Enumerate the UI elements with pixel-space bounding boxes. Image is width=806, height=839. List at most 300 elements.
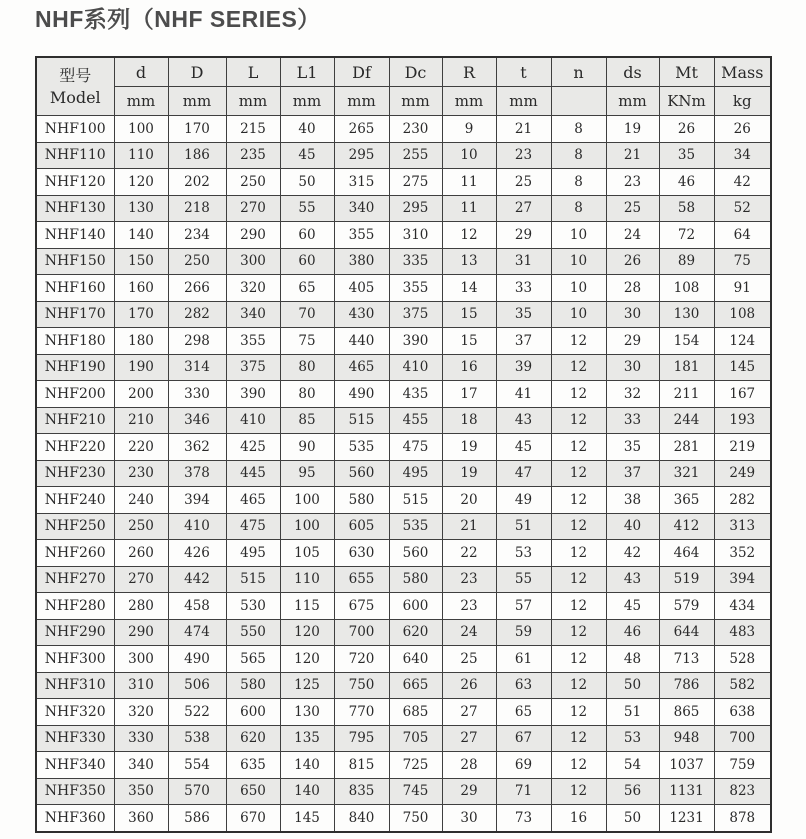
value-cell: 582 (714, 672, 771, 699)
model-cell: NHF270 (36, 566, 114, 593)
model-cell: NHF100 (36, 116, 114, 143)
column-header-mt: Mt (659, 57, 714, 87)
value-cell: 69 (496, 752, 551, 779)
model-cell: NHF180 (36, 328, 114, 355)
value-cell: 16 (442, 354, 496, 381)
value-cell: 100 (280, 513, 334, 540)
value-cell: 49 (496, 487, 551, 514)
value-cell: 282 (714, 487, 771, 514)
value-cell: 16 (551, 805, 606, 832)
value-cell: 483 (714, 619, 771, 646)
value-cell: 230 (114, 460, 168, 487)
value-cell: 59 (496, 619, 551, 646)
table-row (36, 725, 771, 752)
value-cell: 91 (714, 275, 771, 302)
value-cell: 23 (496, 142, 551, 169)
value-cell: 33 (606, 407, 659, 434)
value-cell: 255 (389, 142, 442, 169)
value-cell: 35 (659, 142, 714, 169)
value-cell: 535 (334, 434, 389, 461)
value-cell: 12 (551, 513, 606, 540)
value-cell: 12 (551, 752, 606, 779)
value-cell: 295 (389, 195, 442, 222)
value-cell: 10 (551, 222, 606, 249)
value-cell: 865 (659, 699, 714, 726)
unit-cell-d: mm (168, 87, 226, 116)
value-cell: 25 (606, 195, 659, 222)
value-cell: 34 (714, 142, 771, 169)
value-cell: 300 (226, 248, 280, 275)
value-cell: 355 (334, 222, 389, 249)
model-cell: NHF280 (36, 593, 114, 620)
model-cell: NHF140 (36, 222, 114, 249)
table-row (36, 672, 771, 699)
value-cell: 250 (114, 513, 168, 540)
value-cell: 515 (226, 566, 280, 593)
value-cell: 475 (226, 513, 280, 540)
value-cell: 220 (114, 434, 168, 461)
value-cell: 28 (442, 752, 496, 779)
value-cell: 12 (551, 487, 606, 514)
value-cell: 29 (442, 778, 496, 805)
value-cell: 12 (551, 434, 606, 461)
model-cell: NHF290 (36, 619, 114, 646)
table-row (36, 460, 771, 487)
value-cell: 15 (442, 301, 496, 328)
value-cell: 110 (280, 566, 334, 593)
value-cell: 12 (551, 646, 606, 673)
value-cell: 685 (389, 699, 442, 726)
value-cell: 73 (496, 805, 551, 832)
model-header-cell (36, 57, 114, 116)
value-cell: 11 (442, 169, 496, 196)
table-row (36, 142, 771, 169)
value-cell: 30 (606, 354, 659, 381)
value-cell: 522 (168, 699, 226, 726)
table-row (36, 540, 771, 567)
value-cell: 554 (168, 752, 226, 779)
value-cell: 394 (714, 566, 771, 593)
value-cell: 43 (606, 566, 659, 593)
value-cell: 360 (114, 805, 168, 832)
value-cell: 390 (226, 381, 280, 408)
value-cell: 186 (168, 142, 226, 169)
value-cell: 759 (714, 752, 771, 779)
value-cell: 210 (114, 407, 168, 434)
value-cell: 70 (280, 301, 334, 328)
value-cell: 130 (659, 301, 714, 328)
value-cell: 23 (606, 169, 659, 196)
value-cell: 823 (714, 778, 771, 805)
column-header-ds: ds (606, 57, 659, 87)
table-row (36, 328, 771, 355)
value-cell: 24 (606, 222, 659, 249)
value-cell: 313 (714, 513, 771, 540)
value-cell: 180 (114, 328, 168, 355)
value-cell: 321 (659, 460, 714, 487)
unit-cell-mass: kg (714, 87, 771, 116)
value-cell: 8 (551, 195, 606, 222)
value-cell: 314 (168, 354, 226, 381)
value-cell: 745 (389, 778, 442, 805)
value-cell: 45 (496, 434, 551, 461)
value-cell: 240 (114, 487, 168, 514)
model-cell: NHF250 (36, 513, 114, 540)
nhf-series-spec-table (35, 56, 772, 833)
unit-cell-dc: mm (389, 87, 442, 116)
value-cell: 530 (226, 593, 280, 620)
model-cell: NHF310 (36, 672, 114, 699)
value-cell: 580 (226, 672, 280, 699)
value-cell: 11 (442, 195, 496, 222)
value-cell: 375 (226, 354, 280, 381)
value-cell: 65 (496, 699, 551, 726)
value-cell: 100 (280, 487, 334, 514)
value-cell: 265 (334, 116, 389, 143)
value-cell: 330 (168, 381, 226, 408)
model-cell: NHF160 (36, 275, 114, 302)
value-cell: 12 (442, 222, 496, 249)
value-cell: 12 (551, 593, 606, 620)
table-row (36, 805, 771, 832)
value-cell: 95 (280, 460, 334, 487)
value-cell: 27 (442, 725, 496, 752)
table-row (36, 381, 771, 408)
value-cell: 705 (389, 725, 442, 752)
model-cell: NHF240 (36, 487, 114, 514)
value-cell: 218 (168, 195, 226, 222)
value-cell: 125 (280, 672, 334, 699)
unit-cell-mt: KNm (659, 87, 714, 116)
value-cell: 46 (659, 169, 714, 196)
value-cell: 528 (714, 646, 771, 673)
value-cell: 39 (496, 354, 551, 381)
column-header-t: t (496, 57, 551, 87)
value-cell: 770 (334, 699, 389, 726)
value-cell: 170 (168, 116, 226, 143)
value-cell: 244 (659, 407, 714, 434)
value-cell: 275 (389, 169, 442, 196)
table-row (36, 778, 771, 805)
value-cell: 26 (442, 672, 496, 699)
value-cell: 352 (714, 540, 771, 567)
value-cell: 12 (551, 725, 606, 752)
value-cell: 41 (496, 381, 551, 408)
value-cell: 13 (442, 248, 496, 275)
value-cell: 60 (280, 222, 334, 249)
value-cell: 878 (714, 805, 771, 832)
value-cell: 55 (496, 566, 551, 593)
value-cell: 410 (168, 513, 226, 540)
value-cell: 8 (551, 116, 606, 143)
value-cell: 8 (551, 169, 606, 196)
value-cell: 535 (389, 513, 442, 540)
table-row (36, 487, 771, 514)
value-cell: 1131 (659, 778, 714, 805)
value-cell: 45 (606, 593, 659, 620)
value-cell: 14 (442, 275, 496, 302)
value-cell: 51 (606, 699, 659, 726)
value-cell: 310 (389, 222, 442, 249)
value-cell: 50 (606, 805, 659, 832)
value-cell: 55 (280, 195, 334, 222)
value-cell: 644 (659, 619, 714, 646)
value-cell: 565 (226, 646, 280, 673)
value-cell: 580 (334, 487, 389, 514)
value-cell: 140 (280, 752, 334, 779)
value-cell: 506 (168, 672, 226, 699)
value-cell: 40 (280, 116, 334, 143)
value-cell: 181 (659, 354, 714, 381)
value-cell: 42 (606, 540, 659, 567)
table-row (36, 646, 771, 673)
model-cell: NHF300 (36, 646, 114, 673)
value-cell: 464 (659, 540, 714, 567)
value-cell: 390 (389, 328, 442, 355)
value-cell: 474 (168, 619, 226, 646)
value-cell: 605 (334, 513, 389, 540)
value-cell: 89 (659, 248, 714, 275)
table-row (36, 513, 771, 540)
value-cell: 35 (496, 301, 551, 328)
value-cell: 12 (551, 354, 606, 381)
model-cell: NHF150 (36, 248, 114, 275)
value-cell: 130 (280, 699, 334, 726)
table-row (36, 593, 771, 620)
value-cell: 340 (226, 301, 280, 328)
value-cell: 538 (168, 725, 226, 752)
model-header-cn: 型号 (59, 65, 92, 85)
value-cell: 170 (114, 301, 168, 328)
unit-cell-df: mm (334, 87, 389, 116)
value-cell: 108 (659, 275, 714, 302)
value-cell: 54 (606, 752, 659, 779)
value-cell: 20 (442, 487, 496, 514)
column-header-r: R (442, 57, 496, 87)
value-cell: 19 (442, 434, 496, 461)
value-cell: 570 (168, 778, 226, 805)
value-cell: 310 (114, 672, 168, 699)
value-cell: 63 (496, 672, 551, 699)
value-cell: 290 (226, 222, 280, 249)
model-cell: NHF130 (36, 195, 114, 222)
model-cell: NHF350 (36, 778, 114, 805)
value-cell: 9 (442, 116, 496, 143)
value-cell: 250 (168, 248, 226, 275)
value-cell: 655 (334, 566, 389, 593)
model-cell: NHF360 (36, 805, 114, 832)
value-cell: 85 (280, 407, 334, 434)
column-header-n: n (551, 57, 606, 87)
value-cell: 250 (226, 169, 280, 196)
value-cell: 32 (606, 381, 659, 408)
table-row (36, 566, 771, 593)
value-cell: 355 (389, 275, 442, 302)
value-cell: 340 (334, 195, 389, 222)
model-cell: NHF230 (36, 460, 114, 487)
value-cell: 380 (334, 248, 389, 275)
value-cell: 298 (168, 328, 226, 355)
value-cell: 260 (114, 540, 168, 567)
value-cell: 713 (659, 646, 714, 673)
model-cell: NHF120 (36, 169, 114, 196)
value-cell: 57 (496, 593, 551, 620)
value-cell: 12 (551, 328, 606, 355)
value-cell: 335 (389, 248, 442, 275)
table-row (36, 407, 771, 434)
value-cell: 25 (442, 646, 496, 673)
value-cell: 458 (168, 593, 226, 620)
page-title: NHF系列（NHF SERIES） (35, 6, 321, 32)
value-cell: 635 (226, 752, 280, 779)
value-cell: 26 (714, 116, 771, 143)
value-cell: 495 (226, 540, 280, 567)
value-cell: 50 (280, 169, 334, 196)
value-cell: 440 (334, 328, 389, 355)
value-cell: 425 (226, 434, 280, 461)
value-cell: 19 (442, 460, 496, 487)
value-cell: 33 (496, 275, 551, 302)
value-cell: 12 (551, 566, 606, 593)
model-cell: NHF200 (36, 381, 114, 408)
value-cell: 1231 (659, 805, 714, 832)
value-cell: 10 (442, 142, 496, 169)
value-cell: 750 (389, 805, 442, 832)
value-cell: 80 (280, 354, 334, 381)
table-row (36, 301, 771, 328)
value-cell: 350 (114, 778, 168, 805)
value-cell: 10 (551, 248, 606, 275)
value-cell: 110 (114, 142, 168, 169)
column-header-mass: Mass (714, 57, 771, 87)
value-cell: 430 (334, 301, 389, 328)
value-cell: 10 (551, 275, 606, 302)
value-cell: 124 (714, 328, 771, 355)
value-cell: 12 (551, 381, 606, 408)
table-row (36, 354, 771, 381)
value-cell: 230 (389, 116, 442, 143)
value-cell: 355 (226, 328, 280, 355)
value-cell: 670 (226, 805, 280, 832)
value-cell: 394 (168, 487, 226, 514)
unit-cell-l: mm (226, 87, 280, 116)
value-cell: 465 (334, 354, 389, 381)
value-cell: 52 (714, 195, 771, 222)
value-cell: 412 (659, 513, 714, 540)
value-cell: 330 (114, 725, 168, 752)
value-cell: 455 (389, 407, 442, 434)
model-cell: NHF210 (36, 407, 114, 434)
value-cell: 282 (168, 301, 226, 328)
value-cell: 29 (606, 328, 659, 355)
value-cell: 948 (659, 725, 714, 752)
column-header-d: d (114, 57, 168, 87)
value-cell: 154 (659, 328, 714, 355)
value-cell: 120 (114, 169, 168, 196)
value-cell: 130 (114, 195, 168, 222)
value-cell: 675 (334, 593, 389, 620)
value-cell: 56 (606, 778, 659, 805)
value-cell: 720 (334, 646, 389, 673)
value-cell: 426 (168, 540, 226, 567)
value-cell: 700 (714, 725, 771, 752)
value-cell: 490 (168, 646, 226, 673)
value-cell: 281 (659, 434, 714, 461)
value-cell: 315 (334, 169, 389, 196)
column-header-l: L (226, 57, 280, 87)
value-cell: 26 (606, 248, 659, 275)
table-header (36, 57, 771, 116)
value-cell: 15 (442, 328, 496, 355)
value-cell: 795 (334, 725, 389, 752)
value-cell: 434 (714, 593, 771, 620)
value-cell: 249 (714, 460, 771, 487)
value-cell: 515 (334, 407, 389, 434)
value-cell: 53 (606, 725, 659, 752)
value-cell: 620 (226, 725, 280, 752)
value-cell: 12 (551, 460, 606, 487)
model-cell: NHF260 (36, 540, 114, 567)
value-cell: 27 (442, 699, 496, 726)
value-cell: 378 (168, 460, 226, 487)
unit-cell-r: mm (442, 87, 496, 116)
value-cell: 295 (334, 142, 389, 169)
value-cell: 365 (659, 487, 714, 514)
value-cell: 38 (606, 487, 659, 514)
value-cell: 8 (551, 142, 606, 169)
value-cell: 71 (496, 778, 551, 805)
table-row (36, 195, 771, 222)
value-cell: 115 (280, 593, 334, 620)
model-header-en: Model (49, 87, 101, 107)
value-cell: 35 (606, 434, 659, 461)
value-cell: 219 (714, 434, 771, 461)
value-cell: 12 (551, 699, 606, 726)
table-row (36, 699, 771, 726)
value-cell: 270 (114, 566, 168, 593)
table-body (36, 116, 771, 832)
value-cell: 200 (114, 381, 168, 408)
value-cell: 108 (714, 301, 771, 328)
value-cell: 320 (226, 275, 280, 302)
value-cell: 665 (389, 672, 442, 699)
value-cell: 215 (226, 116, 280, 143)
value-cell: 65 (280, 275, 334, 302)
model-cell: NHF340 (36, 752, 114, 779)
value-cell: 135 (280, 725, 334, 752)
value-cell: 100 (114, 116, 168, 143)
model-cell: NHF220 (36, 434, 114, 461)
value-cell: 12 (551, 540, 606, 567)
value-cell: 17 (442, 381, 496, 408)
column-header-d: D (168, 57, 226, 87)
value-cell: 638 (714, 699, 771, 726)
unit-cell-ds: mm (606, 87, 659, 116)
value-cell: 840 (334, 805, 389, 832)
value-cell: 235 (226, 142, 280, 169)
value-cell: 37 (606, 460, 659, 487)
value-cell: 140 (280, 778, 334, 805)
value-cell: 193 (714, 407, 771, 434)
value-cell: 550 (226, 619, 280, 646)
value-cell: 266 (168, 275, 226, 302)
header-unit-row (36, 87, 771, 116)
value-cell: 27 (496, 195, 551, 222)
value-cell: 31 (496, 248, 551, 275)
value-cell: 47 (496, 460, 551, 487)
value-cell: 29 (496, 222, 551, 249)
value-cell: 560 (334, 460, 389, 487)
